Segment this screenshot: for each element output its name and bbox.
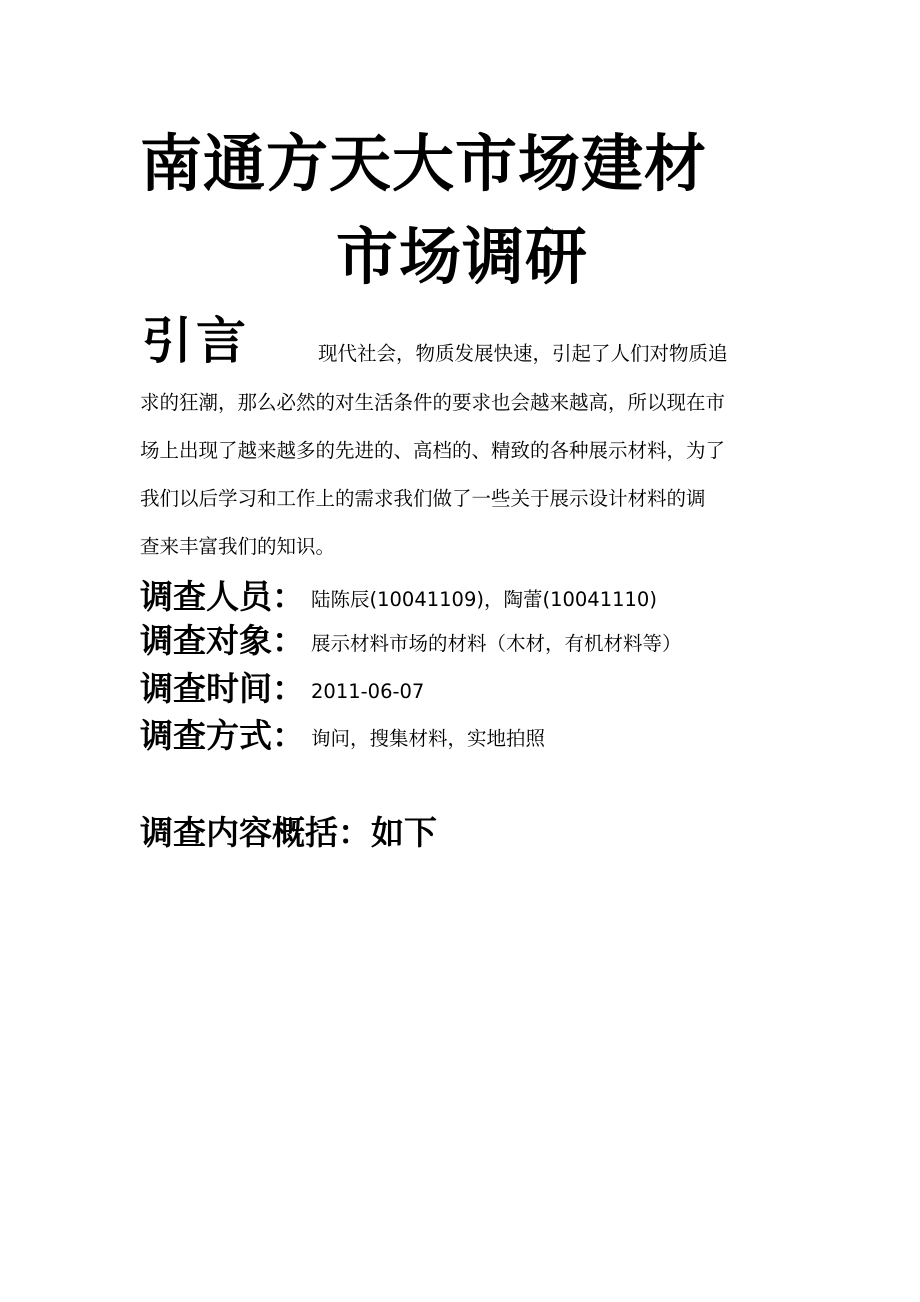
document-title-line-1: 南通方天大市场建材 xyxy=(140,127,708,200)
field-value: 展示材料市场的材料（木材，有机材料等） xyxy=(311,631,682,655)
intro-paragraph-line: 现代社会，物质发展快速，引起了人们对物质追 xyxy=(318,342,728,365)
field-survey-method xyxy=(140,716,546,759)
field-value: 2011-06-07 xyxy=(311,679,425,703)
field-label: 调查人员： xyxy=(140,577,305,616)
field-survey-members xyxy=(140,577,657,620)
intro-paragraph-line: 查来丰富我们的知识。 xyxy=(140,535,336,558)
field-survey-time xyxy=(140,669,425,712)
field-value: 陆陈辰(10041109)，陶蕾(10041110) xyxy=(311,587,657,611)
field-value: 询问，搜集材料，实地拍照 xyxy=(311,726,546,750)
intro-heading: 引言 xyxy=(142,312,250,370)
intro-paragraph-line: 我们以后学习和工作上的需求我们做了一些关于展示设计材料的调 xyxy=(140,487,706,510)
intro-paragraph-line: 场上出现了越来越多的先进的、高档的、精致的各种展示材料，为了 xyxy=(140,439,726,462)
field-label: 调查对象： xyxy=(140,621,305,660)
field-label: 调查方式： xyxy=(140,716,305,755)
document-title-line-2: 市场调研 xyxy=(336,220,589,293)
summary-heading: 调查内容概括：如下 xyxy=(140,813,437,852)
field-survey-target xyxy=(140,621,682,664)
field-label: 调查时间： xyxy=(140,669,305,708)
intro-paragraph-line: 求的狂潮，那么必然的对生活条件的要求也会越来越高，所以现在市 xyxy=(140,391,726,414)
